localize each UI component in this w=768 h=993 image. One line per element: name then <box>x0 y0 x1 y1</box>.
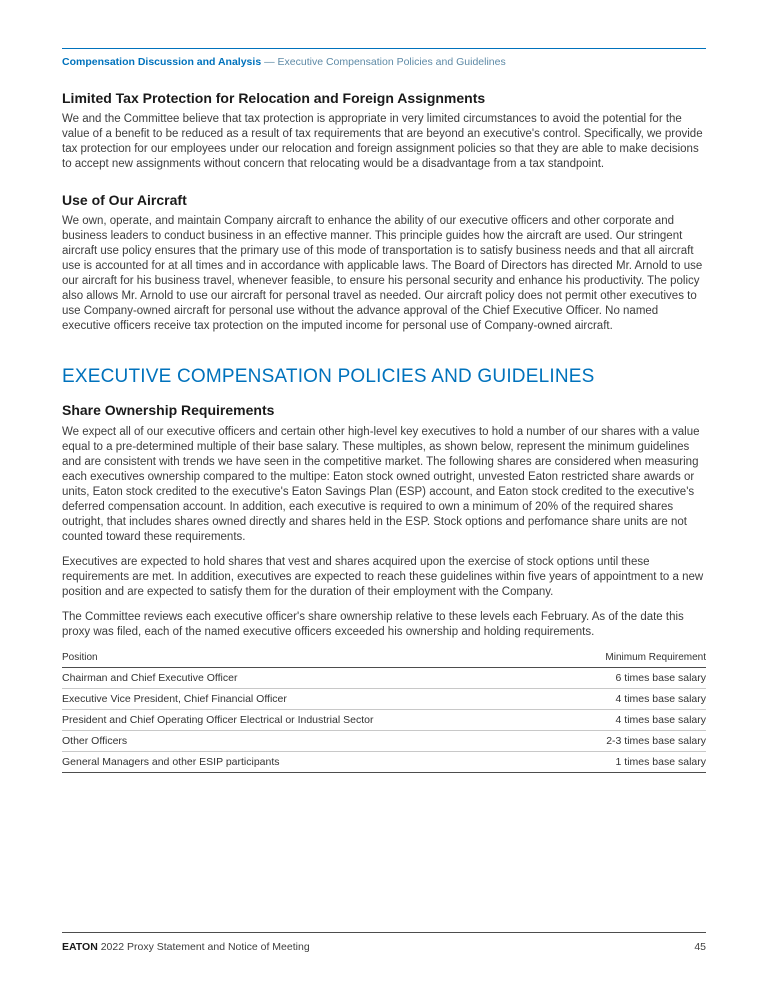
footer-text: 2022 Proxy Statement and Notice of Meeting <box>100 941 310 953</box>
paragraph: We own, operate, and maintain Company aircraft to enhance the ability of our executive officers and other corporate and business leaders to conduct business in an effective manner. This principle guides how the aircraft are used. Our stringent aircraft use policy ensures that the primary use of this mode of transportation is to satisfy business needs and that all aircraft use is accounted for at all times and in accordance with applicable laws. The Board of Directors has directed Mr. Arnold to use our aircraft for his business travel, whenever feasible, to ensure his personal security and enhance his productivity. The policy also allows Mr. Arnold to use our aircraft for personal travel as needed. Our aircraft policy does not permit other executives to use Company-owned aircraft for personal use without the advance approval of the Chief Executive Officer. No named executive officers receive tax protection on the imputed income for personal use of Company-owned aircraft. <box>62 215 703 332</box>
footer-left <box>62 941 310 953</box>
table-header <box>62 650 706 668</box>
cell-requirement: 6 times base salary <box>549 668 706 689</box>
cell-requirement: 1 times base salary <box>549 752 706 773</box>
page-number: 45 <box>694 941 706 953</box>
paragraph: We expect all of our executive officers and certain other high-level key executives to hold a number of our shares with a value equal to a pre-determined multiple of their base salary. These multiples, as shown below, represent the minimum guidelines and are consistent with trends we have seen in the competitive market. The following shares are considered when measuring each executives ownership compared to the multipe: Eaton stock owned outright, unvested Eaton restricted share awards or units, Eaton stock credited to the executive's Eaton Savings Plan (ESP) account, and Eaton stock credited to the executive's deferred compensation account. In addition, each executive is required to own a minimum of 20% of the required shares outright, that includes shares owned directly and shares held in the ESP. Stock options and perfomance share units are not counted toward these requirements. <box>62 426 700 543</box>
cell-position: Executive Vice President, Chief Financial Officer <box>62 689 549 710</box>
table-row <box>62 731 706 752</box>
paragraph: Executives are expected to hold shares that vest and shares acquired upon the exercise of stock options until these requirements are met. In addition, executives are expected to reach these guidelines within five years of appointment to a new position and are expected to satisfy them for the duration of their employment with the Company. <box>62 556 704 598</box>
paragraph: The Committee reviews each executive officer's share ownership relative to these levels each February. As of the date this proxy was filed, each of the named executive officers exceeded his ownership and holding requirements. <box>62 611 684 638</box>
cell-position: Chairman and Chief Executive Officer <box>62 668 549 689</box>
column-header-minimum-requirement: Minimum Requirement <box>549 650 706 668</box>
running-header-section: Compensation Discussion and Analysis <box>62 56 262 68</box>
cell-position: Other Officers <box>62 731 549 752</box>
ownership-requirements-table <box>62 650 706 773</box>
section-heading-share-ownership: Share Ownership Requirements <box>62 402 275 418</box>
cell-position: General Managers and other ESIP participants <box>62 752 549 773</box>
section-tax-protection <box>62 90 706 172</box>
table-row <box>62 689 706 710</box>
paragraph: We and the Committee believe that tax protection is appropriate in very limited circumstances to avoid the potential for the value of a benefit to be reduced as a result of tax requirements that are beyond an executive's control. Specifically, we provide tax protection for our employees under our relocation and foreign assignment policies so that they are able to make decisions to accept new assignments without concern that relocating would be a disadvantage from a tax standpoint. <box>62 113 703 170</box>
section-aircraft <box>62 192 706 334</box>
running-header-subsection: Executive Compensation Policies and Guidelines <box>277 56 506 68</box>
cell-requirement: 2-3 times base salary <box>549 731 706 752</box>
table-row <box>62 752 706 773</box>
column-header-position: Position <box>62 650 549 668</box>
section-share-ownership <box>62 402 706 640</box>
running-header-separator: — <box>264 56 275 68</box>
footer-brand: EATON <box>62 941 98 953</box>
main-heading-exec-comp-policies: EXECUTIVE COMPENSATION POLICIES AND GUIDELINES <box>62 366 595 387</box>
cell-requirement: 4 times base salary <box>549 689 706 710</box>
section-heading-tax-protection: Limited Tax Protection for Relocation and Foreign Assignments <box>62 90 486 106</box>
section-heading-aircraft: Use of Our Aircraft <box>62 192 187 208</box>
cell-position: President and Chief Operating Officer Electrical or Industrial Sector <box>62 710 549 731</box>
table-header-row <box>62 650 706 668</box>
table-body <box>62 668 706 773</box>
running-header <box>62 48 706 68</box>
cell-requirement: 4 times base salary <box>549 710 706 731</box>
table-row <box>62 710 706 731</box>
table-row <box>62 668 706 689</box>
page-footer <box>62 932 706 953</box>
